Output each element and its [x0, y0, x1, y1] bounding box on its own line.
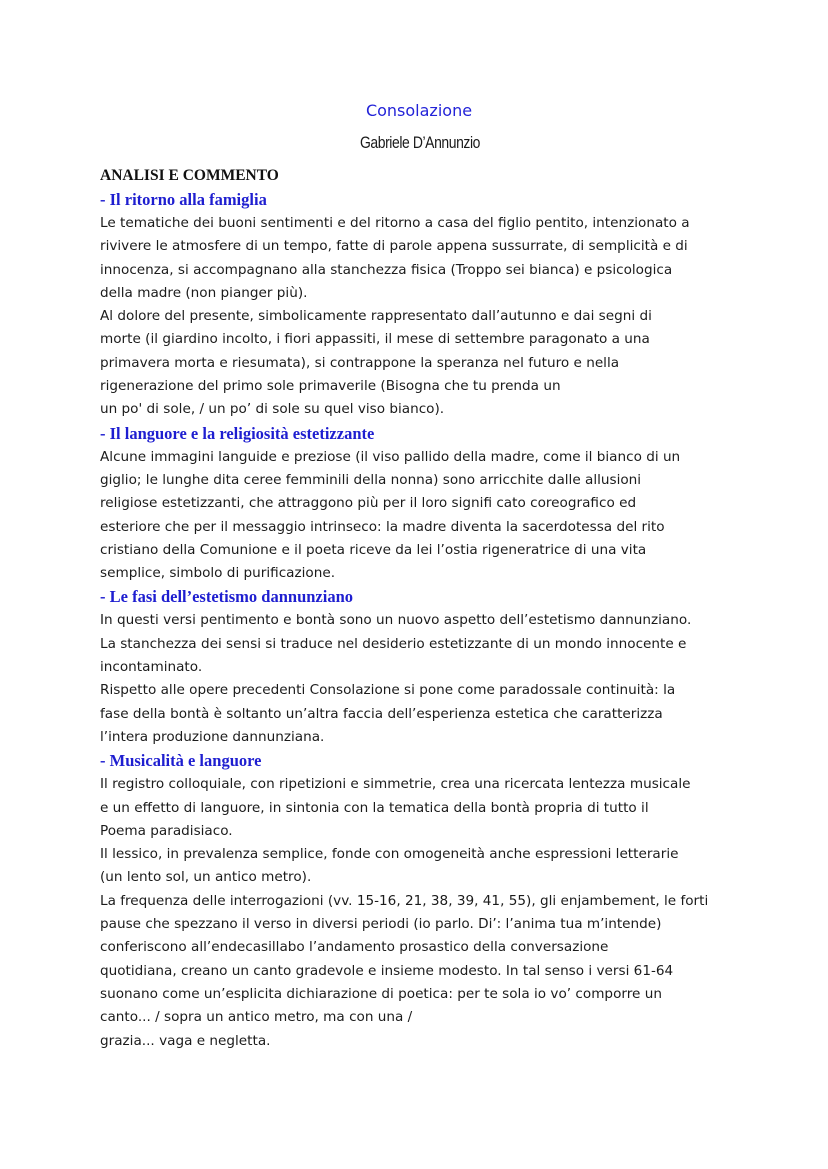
text-line: La stanchezza dei sensi si traduce nel desiderio estetizzante di un mondo innocente e — [100, 635, 687, 652]
paragraph — [100, 305, 740, 421]
paragraph — [100, 446, 740, 586]
text-line: un po' di sole, / un po’ di sole su quel viso bianco). — [100, 401, 445, 418]
section-ritorno-famiglia — [100, 188, 740, 422]
section-fasi-estetismo — [100, 585, 740, 749]
text-line: suonano come un’esplicita dichiarazione di poetica: per te sola io vo’ comporre un — [100, 985, 662, 1002]
text-line: cristiano della Comunione e il poeta riceve da lei l’ostia rigeneratrice di una vita — [100, 541, 647, 558]
text-line: pause che spezzano il verso in diversi periodi (io parlo. Di’: l’anima tua m’intende) — [100, 916, 662, 933]
paragraph — [100, 212, 740, 305]
text-line: incontaminato. — [100, 659, 203, 676]
text-line: Al dolore del presente, simbolicamente rappresentato dall’autunno e dai segni di — [100, 308, 652, 325]
section-heading: - Il ritorno alla famiglia — [100, 190, 267, 209]
text-line: l’intera produzione dannunziana. — [100, 728, 325, 745]
section-heading: - Musicalità e languore — [100, 751, 262, 771]
text-line: innocenza, si accompagnano alla stanchezza fisica (Troppo sei bianca) e psicologica — [100, 261, 673, 278]
section-languore-religiosita — [100, 422, 740, 586]
text-line: Le tematiche dei buoni sentimenti e del ritorno a casa del figlio pentito, intenzionato a — [100, 215, 690, 231]
text-line: della madre (non pianger più). — [100, 284, 308, 301]
paragraph — [100, 679, 740, 749]
text-line: In questi versi pentimento e bontà sono un nuovo aspetto dell’estetismo dannunziano. — [100, 612, 692, 629]
text-line: Il registro colloquiale, con ripetizioni e simmetrie, crea una ricercata lentezza musicale — [100, 776, 691, 793]
document-page — [100, 98, 740, 1053]
text-line: Il lessico, in prevalenza semplice, fonde con omogeneità anche espressioni letterarie — [100, 846, 679, 863]
document-author: Gabriele D’Annunzio — [359, 133, 481, 152]
text-line: morte (il giardino incolto, i fiori appassiti, il mese di settembre paragonato a una — [100, 331, 650, 348]
paragraph — [100, 843, 740, 890]
text-line: Poema paradisiaco. — [100, 822, 233, 839]
section-label: ANALISI E COMMENTO — [100, 167, 279, 184]
section-musicalita-languore — [100, 749, 740, 1053]
text-line: quotidiana, creano un canto gradevole e insieme modesto. In tal senso i versi 61-64 — [100, 962, 674, 979]
text-line: (un lento sol, un antico metro). — [100, 869, 312, 886]
text-line: primavera morta e riesumata), si contrappone la speranza nel futuro e nella — [100, 354, 620, 371]
text-line: rigenerazione del primo sole primaverile (Bisogna che tu prenda un — [100, 378, 561, 395]
text-line: La frequenza delle interrogazioni (vv. 15-16, 21, 38, 39, 41, 55), gli enjambement, le forti — [100, 892, 709, 909]
text-line: religiose estetizzanti, che attraggono più per il loro signifi cato coreografico ed — [100, 495, 637, 512]
paragraph — [100, 773, 740, 843]
text-line: canto... / sopra un antico metro, ma con una / — [100, 1009, 413, 1026]
text-line: Rispetto alle opere precedenti Consolazione si pone come paradossale continuità: la — [100, 682, 676, 699]
section-heading: - Il languore e la religiosità estetizzante — [100, 423, 375, 443]
text-line: esteriore che per il messaggio intrinseco: la madre diventa la sacerdotessa del rito — [100, 518, 665, 535]
text-line: e un effetto di languore, in sintonia con la tematica della bontà propria di tutto il — [100, 799, 649, 816]
document-title: Consolazione — [365, 101, 473, 120]
text-line: semplice, simbolo di purificazione. — [100, 565, 336, 582]
text-line: giglio; le lunghe dita ceree femminili della nonna) sono arricchite dalle allusioni — [100, 471, 642, 488]
text-line: conferiscono all’endecasillabo l’andamento prosastico della conversazione — [100, 939, 609, 956]
text-line: Alcune immagini languide e preziose (il viso pallido della madre, come il bianco di un — [100, 448, 681, 465]
paragraph — [100, 609, 740, 679]
text-line: grazia... vaga e negletta. — [100, 1032, 271, 1049]
paragraph — [100, 890, 740, 1053]
section-heading: - Le fasi dell’estetismo dannunziano — [100, 587, 354, 607]
text-line: rivivere le atmosfere di un tempo, fatte di parole appena sussurrate, di semplicità e di — [100, 238, 688, 255]
text-line: fase della bontà è soltanto un’altra faccia dell’esperienza estetica che caratterizza — [100, 705, 663, 722]
